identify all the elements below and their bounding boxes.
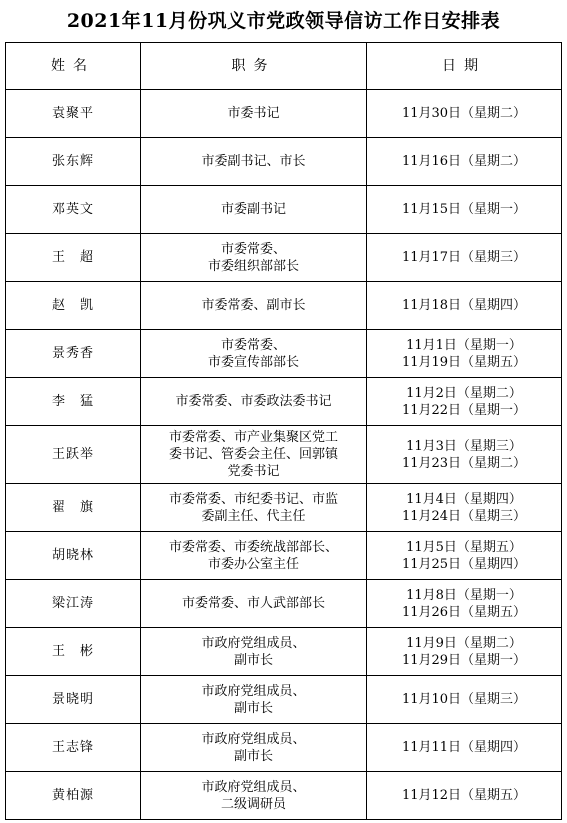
role-line: 市委常委、 bbox=[220, 241, 286, 257]
table-row bbox=[6, 138, 562, 186]
cell-role bbox=[141, 234, 367, 282]
table-row bbox=[6, 282, 562, 330]
role-line: 市委办公室主任 bbox=[207, 556, 299, 572]
table-row bbox=[6, 628, 562, 676]
cell-role bbox=[141, 330, 367, 378]
cell-name: 胡晓林 bbox=[6, 532, 141, 580]
table-row bbox=[6, 772, 562, 820]
cell-name: 张东辉 bbox=[6, 138, 141, 186]
date-line: 11月11日（星期四） bbox=[401, 740, 527, 755]
role-line: 二级调研员 bbox=[220, 796, 286, 812]
cell-date bbox=[367, 378, 562, 426]
table-row bbox=[6, 186, 562, 234]
table-row bbox=[6, 378, 562, 426]
role-line: 市委常委、市纪委书记、市监 bbox=[168, 491, 338, 507]
cell-name: 邓英文 bbox=[6, 186, 141, 234]
cell-date bbox=[367, 580, 562, 628]
cell-date bbox=[367, 138, 562, 186]
page-title: 2021年11月份巩义市党政领导信访工作日安排表 bbox=[66, 10, 501, 32]
role-line: 市政府党组成员、 bbox=[201, 635, 306, 651]
date-line: 11月24日（星期三） bbox=[401, 508, 527, 524]
date-line: 11月4日（星期四） bbox=[406, 491, 522, 507]
date-line: 11月15日（星期一） bbox=[401, 202, 527, 217]
cell-role bbox=[141, 282, 367, 330]
table-row bbox=[6, 484, 562, 532]
role-line: 市委常委、副市长 bbox=[201, 298, 306, 313]
table-row bbox=[6, 532, 562, 580]
cell-name: 赵 凯 bbox=[6, 282, 141, 330]
cell-date bbox=[367, 772, 562, 820]
cell-name: 李 猛 bbox=[6, 378, 141, 426]
date-line: 11月8日（星期一） bbox=[406, 587, 522, 603]
date-line: 11月16日（星期二） bbox=[401, 154, 527, 169]
cell-date bbox=[367, 724, 562, 772]
cell-name: 王 彬 bbox=[6, 628, 141, 676]
cell-name: 翟 旗 bbox=[6, 484, 141, 532]
cell-date bbox=[367, 186, 562, 234]
date-line: 11月18日（星期四） bbox=[401, 298, 527, 313]
cell-date bbox=[367, 628, 562, 676]
cell-date bbox=[367, 282, 562, 330]
cell-name: 梁江涛 bbox=[6, 580, 141, 628]
role-line: 市委组织部部长 bbox=[207, 258, 299, 274]
cell-date bbox=[367, 676, 562, 724]
role-line: 副市长 bbox=[233, 652, 273, 668]
cell-date bbox=[367, 484, 562, 532]
cell-role bbox=[141, 378, 367, 426]
cell-role bbox=[141, 628, 367, 676]
cell-role bbox=[141, 426, 367, 484]
date-line: 11月26日（星期五） bbox=[401, 604, 527, 620]
cell-date bbox=[367, 234, 562, 282]
cell-role bbox=[141, 676, 367, 724]
cell-date bbox=[367, 426, 562, 484]
role-line: 市委副书记、市长 bbox=[201, 154, 306, 169]
role-line: 市委书记 bbox=[227, 106, 280, 121]
header-name: 姓名 bbox=[6, 43, 141, 90]
cell-role bbox=[141, 724, 367, 772]
role-line: 党委书记 bbox=[227, 464, 280, 479]
date-line: 11月29日（星期一） bbox=[401, 652, 527, 668]
cell-name: 景秀香 bbox=[6, 330, 141, 378]
cell-role bbox=[141, 186, 367, 234]
cell-date bbox=[367, 532, 562, 580]
role-line: 委书记、管委会主任、回郭镇 bbox=[168, 447, 338, 462]
cell-name: 王跃举 bbox=[6, 426, 141, 484]
cell-role bbox=[141, 772, 367, 820]
cell-name: 王 超 bbox=[6, 234, 141, 282]
table-row bbox=[6, 90, 562, 138]
date-line: 11月9日（星期二） bbox=[406, 635, 522, 651]
table-body bbox=[6, 90, 562, 820]
role-line: 市委常委、市产业集聚区党工 bbox=[168, 430, 338, 445]
table-row bbox=[6, 330, 562, 378]
cell-role bbox=[141, 532, 367, 580]
table-row bbox=[6, 426, 562, 484]
cell-date bbox=[367, 330, 562, 378]
date-line: 11月3日（星期三） bbox=[406, 438, 522, 454]
schedule-table bbox=[5, 42, 562, 820]
date-line: 11月30日（星期二） bbox=[401, 106, 527, 121]
date-line: 11月17日（星期三） bbox=[401, 250, 527, 265]
table-row bbox=[6, 724, 562, 772]
role-line: 副市长 bbox=[233, 700, 273, 716]
table-row bbox=[6, 580, 562, 628]
date-line: 11月10日（星期三） bbox=[401, 692, 527, 707]
table-row bbox=[6, 676, 562, 724]
cell-name: 王志锋 bbox=[6, 724, 141, 772]
role-line: 市委常委、 bbox=[220, 337, 286, 353]
cell-name: 景晓明 bbox=[6, 676, 141, 724]
date-line: 11月25日（星期四） bbox=[401, 556, 527, 572]
header-row bbox=[6, 43, 562, 90]
header-date: 日期 bbox=[367, 43, 562, 90]
date-line: 11月12日（星期五） bbox=[401, 788, 527, 803]
cell-role bbox=[141, 484, 367, 532]
date-line: 11月5日（星期五） bbox=[406, 539, 522, 555]
date-line: 11月23日（星期二） bbox=[401, 455, 527, 471]
date-line: 11月2日（星期二） bbox=[406, 385, 522, 401]
cell-name: 黄柏源 bbox=[6, 772, 141, 820]
role-line: 市委宣传部部长 bbox=[207, 354, 299, 370]
date-line: 11月1日（星期一） bbox=[406, 337, 522, 353]
role-line: 委副主任、代主任 bbox=[201, 508, 306, 524]
role-line: 市委常委、市委统战部部长、 bbox=[168, 539, 338, 555]
date-line: 11月22日（星期一） bbox=[401, 402, 527, 418]
cell-name: 袁聚平 bbox=[6, 90, 141, 138]
role-line: 市委常委、市人武部部长 bbox=[181, 596, 325, 611]
header-role: 职务 bbox=[141, 43, 367, 90]
role-line: 市政府党组成员、 bbox=[201, 731, 306, 747]
role-line: 市委常委、市委政法委书记 bbox=[175, 394, 332, 409]
date-line: 11月19日（星期五） bbox=[401, 354, 527, 370]
cell-role bbox=[141, 138, 367, 186]
role-line: 副市长 bbox=[233, 748, 273, 764]
role-line: 市委副书记 bbox=[220, 202, 286, 217]
cell-date bbox=[367, 90, 562, 138]
cell-role bbox=[141, 90, 367, 138]
table-row bbox=[6, 234, 562, 282]
role-line: 市政府党组成员、 bbox=[201, 779, 306, 795]
role-line: 市政府党组成员、 bbox=[201, 683, 306, 699]
cell-role bbox=[141, 580, 367, 628]
